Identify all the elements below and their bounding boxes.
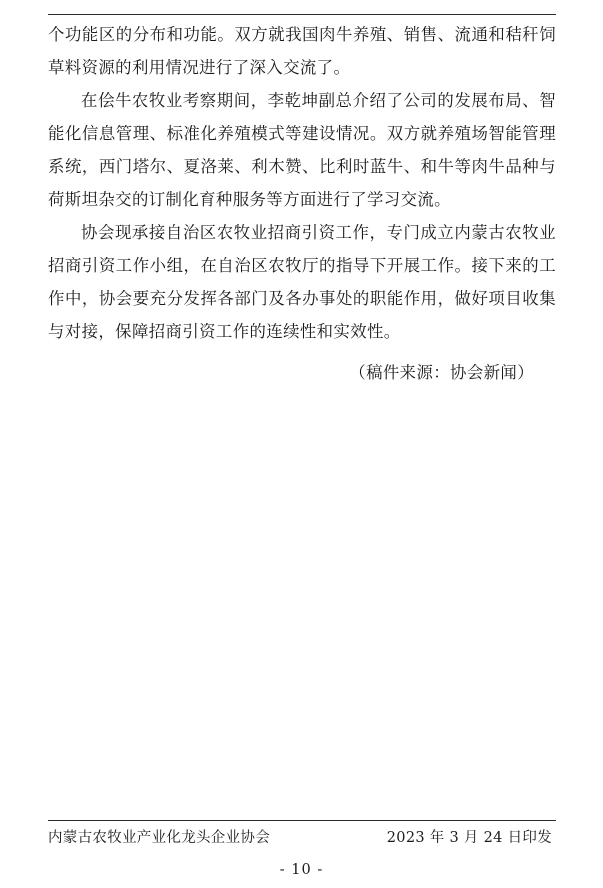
- page-number: - 10 -: [279, 862, 324, 878]
- paragraph-2: 在侩牛农牧业考察期间，李乾坤副总介绍了公司的发展布局、智能化信息管理、标准化养殖模式等建设情况。双方就养殖场智能管理系统，西门塔尔、夏洛莱、利木赞、比利时蓝牛、和牛等肉牛品种与荷斯坦杂交的订制化育种服务等方面进行了学习交流。: [48, 91, 556, 209]
- footer-divider-rule: [48, 820, 556, 821]
- header-divider-rule: [48, 14, 556, 15]
- page-footer: [48, 826, 556, 847]
- footer-organization: 内蒙古农牧业产业化龙头企业协会: [48, 830, 270, 846]
- source-attribution: （稿件来源：协会新闻）: [349, 363, 534, 382]
- paragraph-3: 协会现承接自治区农牧业招商引资工作，专门成立内蒙古农牧业招商引资工作小组，在自治区农牧厅的指导下开展工作。接下来的工作中，协会要充分发挥各部门及各办事处的职能作用，做好项目收集与对接，保障招商引资工作的连续性和实效性。: [48, 223, 556, 341]
- document-body: [48, 18, 556, 389]
- footer-issue-date: 2023 年 3 月 24 日印发: [386, 830, 552, 846]
- paragraph-1: 个功能区的分布和功能。双方就我国肉牛养殖、销售、流通和秸秆饲草料资源的利用情况进行了深入交流了。: [48, 25, 556, 77]
